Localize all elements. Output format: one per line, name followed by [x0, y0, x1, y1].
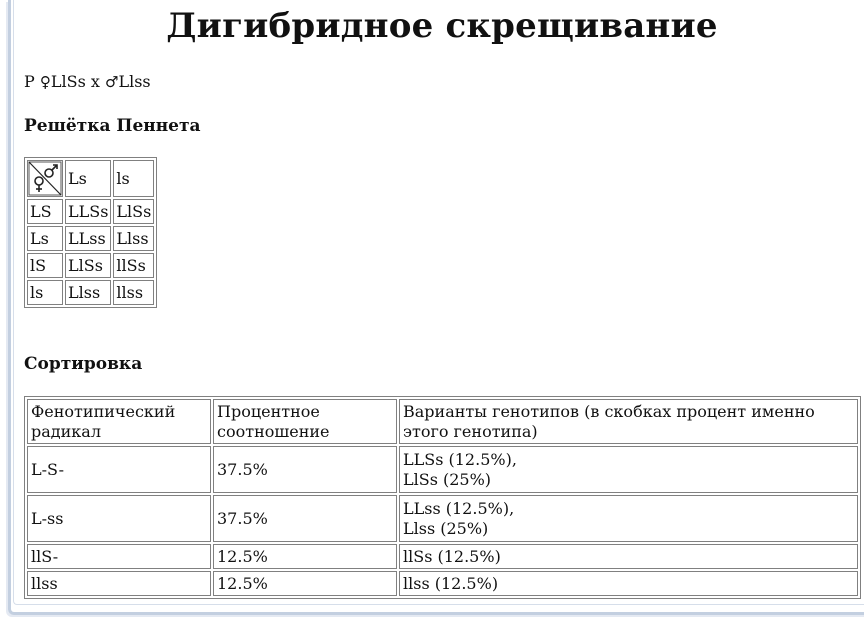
genotypes-cell: llSs (12.5%): [399, 544, 858, 569]
punnett-cell: LlSs: [113, 199, 154, 224]
punnett-row: [27, 199, 154, 224]
punnett-cell: LLss: [65, 226, 111, 251]
male-gamete-1: Ls: [65, 160, 111, 197]
radical-cell: llS-: [27, 544, 211, 569]
header-percent: Процентное соотношение: [213, 399, 397, 444]
sorting-header-row: [27, 399, 858, 444]
genotype-line: LLSs (12.5%),: [403, 449, 517, 469]
genotype-line: Llss (25%): [403, 518, 489, 538]
radical-cell: llss: [27, 571, 211, 596]
punnett-corner: [27, 160, 63, 197]
table-row: [27, 495, 858, 542]
table-row: [27, 544, 858, 569]
punnett-row: [27, 253, 154, 278]
header-genotypes: Варианты генотипов (в скобках процент именно этого генотипа): [399, 399, 858, 444]
table-row: [27, 571, 858, 596]
female-icon: ♀: [39, 73, 51, 91]
sorting-table: [24, 396, 861, 599]
parental-cross: [24, 72, 151, 91]
punnett-row: [27, 226, 154, 251]
punnett-header-row: [27, 160, 154, 197]
genotype-line: LlSs (25%): [403, 469, 492, 489]
cross-prefix: P: [24, 72, 35, 91]
genotypes-cell: llss (12.5%): [399, 571, 858, 596]
percent-cell: 37.5%: [213, 446, 397, 493]
punnett-cell: llss: [113, 280, 154, 305]
genotypes-cell: [399, 446, 858, 493]
female-gamete: Ls: [27, 226, 63, 251]
radical-cell: L-S-: [27, 446, 211, 493]
radical-cell: L-ss: [27, 495, 211, 542]
genotype-line: LLss (12.5%),: [403, 498, 515, 518]
page-title: Дигибридное скрещивание: [166, 6, 718, 46]
punnett-row: [27, 280, 154, 305]
percent-cell: 12.5%: [213, 544, 397, 569]
cross-times: x: [90, 72, 100, 91]
female-genotype: LlSs: [50, 72, 86, 91]
male-icon: ♂: [105, 73, 119, 91]
genotypes-cell: [399, 495, 858, 542]
table-row: [27, 446, 858, 493]
male-genotype: Llss: [118, 72, 151, 91]
punnett-cell: LLSs: [65, 199, 111, 224]
punnett-heading: Решётка Пеннета: [24, 116, 201, 136]
female-male-icon: [28, 161, 62, 196]
header-radical: Фенотипический радикал: [27, 399, 211, 444]
female-gamete: lS: [27, 253, 63, 278]
punnett-square: [24, 157, 157, 308]
punnett-cell: Llss: [65, 280, 111, 305]
percent-cell: 12.5%: [213, 571, 397, 596]
percent-cell: 37.5%: [213, 495, 397, 542]
female-gamete: ls: [27, 280, 63, 305]
punnett-cell: Llss: [113, 226, 154, 251]
punnett-cell: LlSs: [65, 253, 111, 278]
male-gamete-2: ls: [113, 160, 154, 197]
sorting-heading: Сортировка: [24, 354, 143, 374]
punnett-cell: llSs: [113, 253, 154, 278]
female-gamete: LS: [27, 199, 63, 224]
